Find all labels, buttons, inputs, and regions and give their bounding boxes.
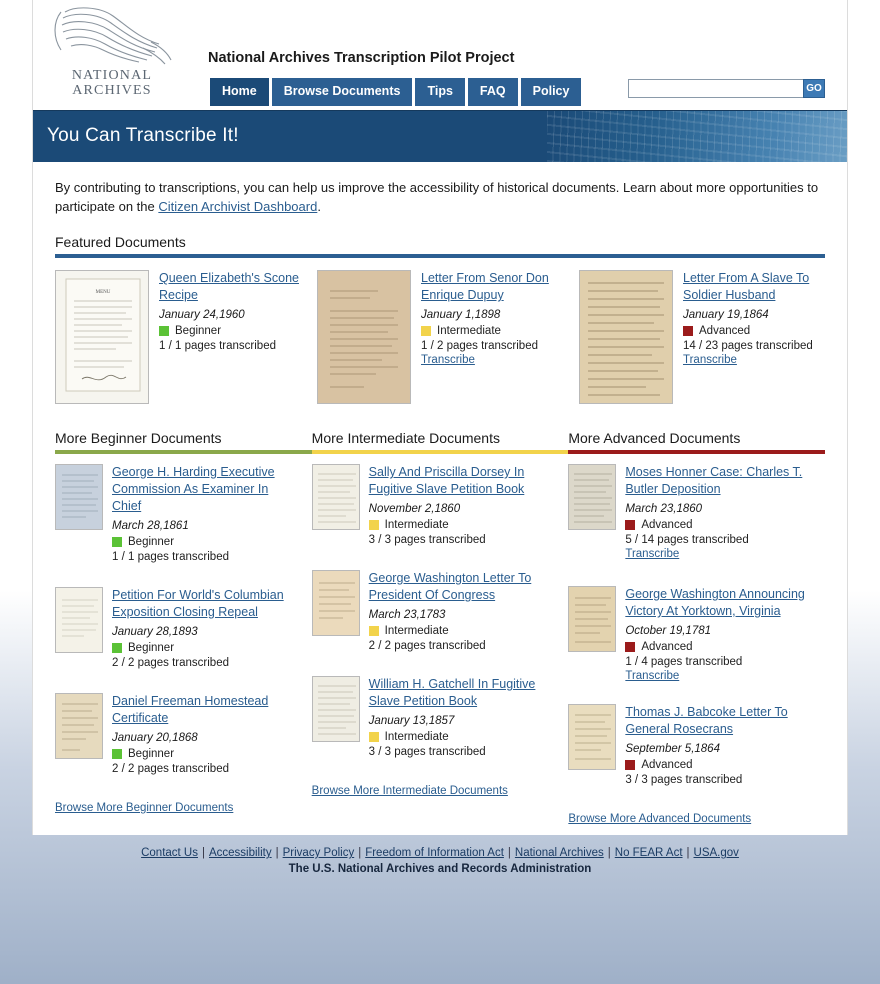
document-title-link[interactable]: Thomas J. Babcoke Letter To General Rosecrans [625,705,788,736]
column-heading: More Beginner Documents [55,430,222,446]
document-pages-transcribed: 1 / 1 pages transcribed [112,551,229,563]
document-title-link[interactable]: George Washington Letter To President Of Congress [368,571,532,602]
footer-link-foia[interactable]: Freedom of Information Act [365,847,504,859]
difficulty-label: Beginner [128,748,175,760]
document-title-link[interactable]: George H. Harding Executive Commission As Examiner In Chief [112,465,275,513]
thumbnail-preview-icon [56,465,103,530]
document-pages-transcribed: 2 / 2 pages transcribed [112,763,229,775]
difficulty-swatch [421,326,431,336]
column-divider [55,450,312,454]
document-title-link[interactable]: Letter From A Slave To Soldier Husband [683,271,810,302]
eagle-icon [47,4,177,66]
banner-title: You Can Transcribe It! [47,125,239,146]
difficulty-swatch [112,643,122,653]
document-difficulty [112,536,297,548]
thumbnail-preview-icon [56,588,103,653]
document-difficulty [625,641,810,653]
column-divider [312,450,569,454]
document-thumbnail[interactable] [579,270,673,404]
difficulty-label: Intermediate [384,519,449,531]
document-title-link[interactable]: William H. Gatchell In Fugitive Slave Petition Book [368,677,536,708]
nav-item-faq[interactable]: FAQ [468,78,518,106]
document-pages-transcribed: 3 / 3 pages transcribed [368,746,486,758]
document-pages-transcribed: 5 / 14 pages transcribed [625,534,749,546]
featured-documents-heading: Featured Documents [55,234,186,250]
document-title-link[interactable]: Petition For World's Columbian Exposition Closing Repeal [112,588,284,619]
column-advanced [568,430,825,825]
difficulty-label: Beginner [175,325,222,337]
document-thumbnail[interactable] [55,464,103,530]
list-item [568,464,825,560]
featured-document-card [317,270,579,404]
nav-item-tips[interactable]: Tips [415,78,464,106]
difficulty-swatch [369,626,379,636]
thumbnail-preview-icon [569,705,616,770]
document-thumbnail[interactable] [568,464,616,530]
document-pages-transcribed: 3 / 3 pages transcribed [625,774,743,786]
document-date: October 19,1781 [625,625,712,637]
document-date: January 13,1857 [368,715,455,727]
transcribe-link[interactable]: Transcribe [683,354,737,366]
page-title: National Archives Transcription Pilot Project [208,50,515,66]
main-navigation [210,78,581,106]
document-date: November 2,1860 [368,503,461,515]
document-thumbnail[interactable] [312,570,360,636]
document-pages-transcribed: 1 / 2 pages transcribed [421,340,538,352]
nav-item-browse-documents[interactable]: Browse Documents [272,78,413,106]
document-pages-transcribed: 2 / 2 pages transcribed [112,657,229,669]
national-archives-logo[interactable] [47,4,177,100]
list-item [55,464,312,565]
document-thumbnail[interactable] [312,464,360,530]
main-content [33,162,847,835]
thumbnail-preview-icon [318,271,411,404]
difficulty-label: Advanced [641,519,693,531]
footer-link-privacy-policy[interactable]: Privacy Policy [282,847,355,859]
document-thumbnail[interactable] [55,587,103,653]
difficulty-swatch [625,520,635,530]
featured-document-card [55,270,317,404]
document-title-link[interactable]: Daniel Freeman Homestead Certificate [112,694,269,725]
document-difficulty [369,625,554,637]
difficulty-swatch [112,749,122,759]
site-header [33,0,847,110]
document-date: January 1,1898 [421,309,501,321]
document-thumbnail[interactable] [55,693,103,759]
footer-agency-name: The U.S. National Archives and Records Administration [288,863,592,875]
featured-document-card [579,270,841,404]
document-title-link[interactable]: George Washington Announcing Victory At Yorktown, Virginia [625,587,805,618]
difficulty-swatch [683,326,693,336]
thumbnail-preview-icon [313,465,360,530]
document-date: March 23,1783 [368,609,446,621]
thumbnail-preview-icon [56,694,103,759]
featured-documents-list [55,270,825,404]
difficulty-label: Intermediate [384,731,449,743]
document-difficulty [625,759,810,771]
footer-link-contact-us[interactable]: Contact Us [141,847,198,859]
footer-link-no-fear-act[interactable]: No FEAR Act [614,847,683,859]
difficulty-swatch [625,760,635,770]
search-input[interactable] [628,79,803,98]
document-title-link[interactable]: Moses Honner Case: Charles T. Butler Deposition [625,465,803,496]
document-date: January 19,1864 [683,309,769,321]
document-difficulty [159,325,317,337]
document-thumbnail[interactable] [568,704,616,770]
difficulty-label: Intermediate [437,325,501,337]
list-item [312,676,569,760]
thumbnail-preview-icon [313,677,360,742]
difficulty-swatch [625,642,635,652]
difficulty-swatch [369,732,379,742]
document-difficulty [112,642,297,654]
footer-link-accessibility[interactable]: Accessibility [208,847,272,859]
column-divider [568,450,825,454]
document-title-link[interactable]: Sally And Priscilla Dorsey In Fugitive Slave Petition Book [368,465,525,496]
logo-wordmark: NATIONAL ARCHIVES [71,68,153,98]
site-footer [0,835,880,875]
featured-divider [55,254,825,258]
column-intermediate [312,430,569,825]
thumbnail-preview-icon [569,465,616,530]
document-date: January 20,1868 [112,732,198,744]
list-item [312,570,569,654]
document-difficulty [112,748,297,760]
search-form [628,79,825,98]
list-item [55,587,312,671]
document-difficulty [625,519,810,531]
difficulty-label: Beginner [128,536,175,548]
document-date: September 5,1864 [625,743,720,755]
banner-texture [547,111,847,162]
transcribe-link[interactable]: Transcribe [625,548,680,560]
document-title-link[interactable]: Letter From Senor Don Enrique Dupuy [421,271,549,302]
difficulty-label: Advanced [641,759,693,771]
document-title-link[interactable]: Queen Elizabeth's Scone Recipe [159,271,299,302]
document-pages-transcribed: 1 / 1 pages transcribed [159,340,276,352]
citizen-archivist-dashboard-link[interactable]: Citizen Archivist Dashboard [158,199,318,214]
thumbnail-preview-icon [56,271,149,404]
document-date: March 23,1860 [625,503,703,515]
document-pages-transcribed: 1 / 4 pages transcribed [625,656,743,668]
document-pages-transcribed: 2 / 2 pages transcribed [368,640,486,652]
difficulty-label: Beginner [128,642,175,654]
document-date: January 24,1960 [159,309,245,321]
intro-paragraph [55,178,825,216]
document-thumbnail[interactable] [312,676,360,742]
document-difficulty [421,325,579,337]
difficulty-label: Intermediate [384,625,449,637]
document-columns [55,430,825,825]
difficulty-swatch [369,520,379,530]
difficulty-swatch [159,326,169,336]
footer-links: Contact Us | Accessibility | Privacy Policy | Freedom of Information Act | National Archives | No FEAR Act | USA.gov [141,847,739,859]
thumbnail-preview-icon [580,271,673,404]
difficulty-label: Advanced [699,325,751,337]
difficulty-label: Advanced [641,641,693,653]
document-date: January 28,1893 [112,626,198,638]
hero-banner [33,110,847,162]
document-date: March 28,1861 [112,520,189,532]
browse-more-advanced-link[interactable]: Browse More Advanced Documents [568,813,752,825]
document-pages-transcribed: 14 / 23 pages transcribed [683,340,813,352]
document-thumbnail[interactable] [55,270,149,404]
document-difficulty [683,325,841,337]
thumbnail-preview-icon [313,571,360,636]
nav-item-home[interactable]: Home [210,78,269,106]
transcribe-link[interactable]: Transcribe [421,354,475,366]
browse-more-intermediate-link[interactable]: Browse More Intermediate Documents [311,785,508,797]
browse-more-beginner-link[interactable]: Browse More Beginner Documents [55,802,234,814]
search-go-button[interactable]: GO [803,79,825,98]
document-thumbnail[interactable] [317,270,411,404]
column-beginner [55,430,312,825]
intro-text-before: By contributing to transcriptions, you can help us improve the accessibility of historical documents. Learn about more opportunities to participate on the [55,180,819,214]
document-difficulty [369,731,554,743]
page-container [32,0,848,835]
list-item [312,464,569,548]
list-item [568,704,825,788]
footer-link-national-archives[interactable]: National Archives [514,847,604,859]
nav-item-policy[interactable]: Policy [521,78,582,106]
document-pages-transcribed: 3 / 3 pages transcribed [368,534,486,546]
svg-text:MENU: MENU [95,290,111,295]
document-thumbnail[interactable] [568,586,616,652]
list-item [568,586,825,682]
difficulty-swatch [112,537,122,547]
column-heading: More Intermediate Documents [311,430,500,446]
thumbnail-preview-icon [569,587,616,652]
footer-link-usa-gov[interactable]: USA.gov [693,847,739,859]
list-item [55,693,312,777]
column-heading: More Advanced Documents [568,430,741,446]
intro-text-after: . [317,199,321,214]
document-difficulty [369,519,554,531]
transcribe-link[interactable]: Transcribe [625,670,680,682]
